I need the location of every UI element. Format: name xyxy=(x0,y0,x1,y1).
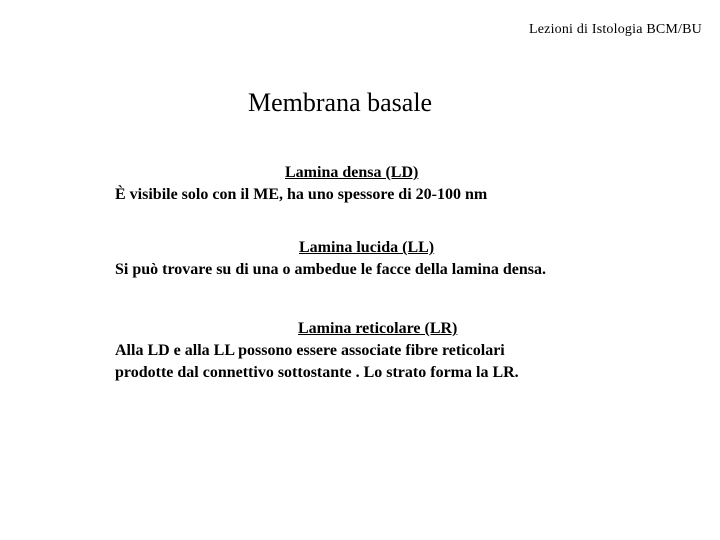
section-lamina-lucida xyxy=(115,237,546,281)
section-lamina-densa xyxy=(115,162,487,206)
section-heading: Lamina densa (LD) xyxy=(285,164,419,181)
section-text-line: È visibile solo con il ME, ha uno spessore di 20-100 nm xyxy=(115,186,488,203)
section-text-line: prodotte dal connettivo sottostante . Lo strato forma la LR. xyxy=(115,364,519,381)
course-header: Lezioni di Istologia BCM/BU xyxy=(528,22,702,37)
section-lamina-reticolare xyxy=(115,318,519,384)
section-text-line: Alla LD e alla LL possono essere associate fibre reticolari xyxy=(115,342,505,359)
section-heading: Lamina lucida (LL) xyxy=(299,239,435,256)
slide-title: Membrana basale xyxy=(248,88,433,117)
section-text-line: Si può trovare su di una o ambedue le facce della lamina densa. xyxy=(115,261,546,278)
section-heading: Lamina reticolare (LR) xyxy=(298,320,458,337)
